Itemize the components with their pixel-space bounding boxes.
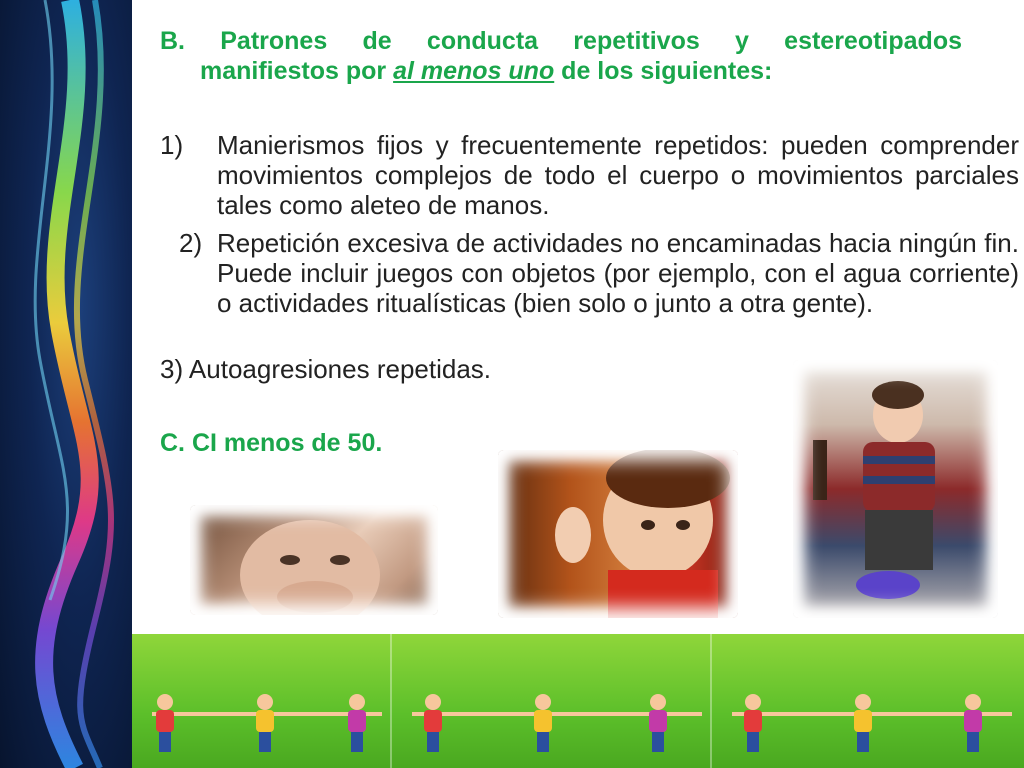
rainbow-ribbon-graphic bbox=[0, 0, 132, 768]
kid-figure bbox=[154, 694, 176, 754]
list-item-1-text: Manierismos fijos y frecuentemente repetidos: pueden comprender movimientos complejos de todo el cuerpo o movimientos parciales tales como aleteo de manos. bbox=[217, 130, 1019, 220]
decorative-left-strip bbox=[0, 0, 132, 768]
photo-child-hand-flapping bbox=[498, 450, 738, 618]
section-b-line2 bbox=[160, 56, 962, 86]
list-item-2-number: 2) bbox=[179, 228, 203, 258]
kid-figure bbox=[254, 694, 276, 754]
section-b-line2-suffix: de los siguientes: bbox=[554, 57, 773, 85]
kid-figure bbox=[346, 694, 368, 754]
banner-separator-2 bbox=[710, 634, 712, 768]
list-item-3-text: Autoagresiones repetidas. bbox=[188, 354, 492, 384]
photo-boy-playing-toys bbox=[793, 360, 998, 618]
section-b-heading bbox=[160, 26, 962, 86]
list-item-3-number: 3) bbox=[160, 354, 184, 384]
kid-figure bbox=[962, 694, 984, 754]
list-item-2 bbox=[160, 228, 1019, 318]
section-b-line1: B. Patrones de conducta repetitivos y estereotipados bbox=[160, 27, 962, 55]
banner-separator-1 bbox=[390, 634, 392, 768]
bottom-green-banner bbox=[132, 634, 1024, 768]
list-item-1-number: 1) bbox=[160, 130, 184, 160]
kid-figure bbox=[647, 694, 669, 754]
kid-figure bbox=[422, 694, 444, 754]
list-item-2-text: Repetición excesiva de actividades no encaminadas hacia ningún fin. Puede incluir juegos con objetos (por ejemplo, con el agua corriente) o actividades ritualísticas (bien solo o junto a otra gente). bbox=[217, 228, 1019, 318]
kid-figure bbox=[852, 694, 874, 754]
section-b-line2-prefix: manifiestos por bbox=[200, 57, 394, 85]
list-item-1 bbox=[160, 130, 1019, 220]
section-c-heading: C. CI menos de 50. bbox=[160, 429, 383, 457]
kid-figure bbox=[742, 694, 764, 754]
kid-figure bbox=[532, 694, 554, 754]
section-b-emphasis: al menos uno bbox=[393, 57, 555, 85]
photo-girl-hand-on-mouth bbox=[190, 505, 438, 615]
